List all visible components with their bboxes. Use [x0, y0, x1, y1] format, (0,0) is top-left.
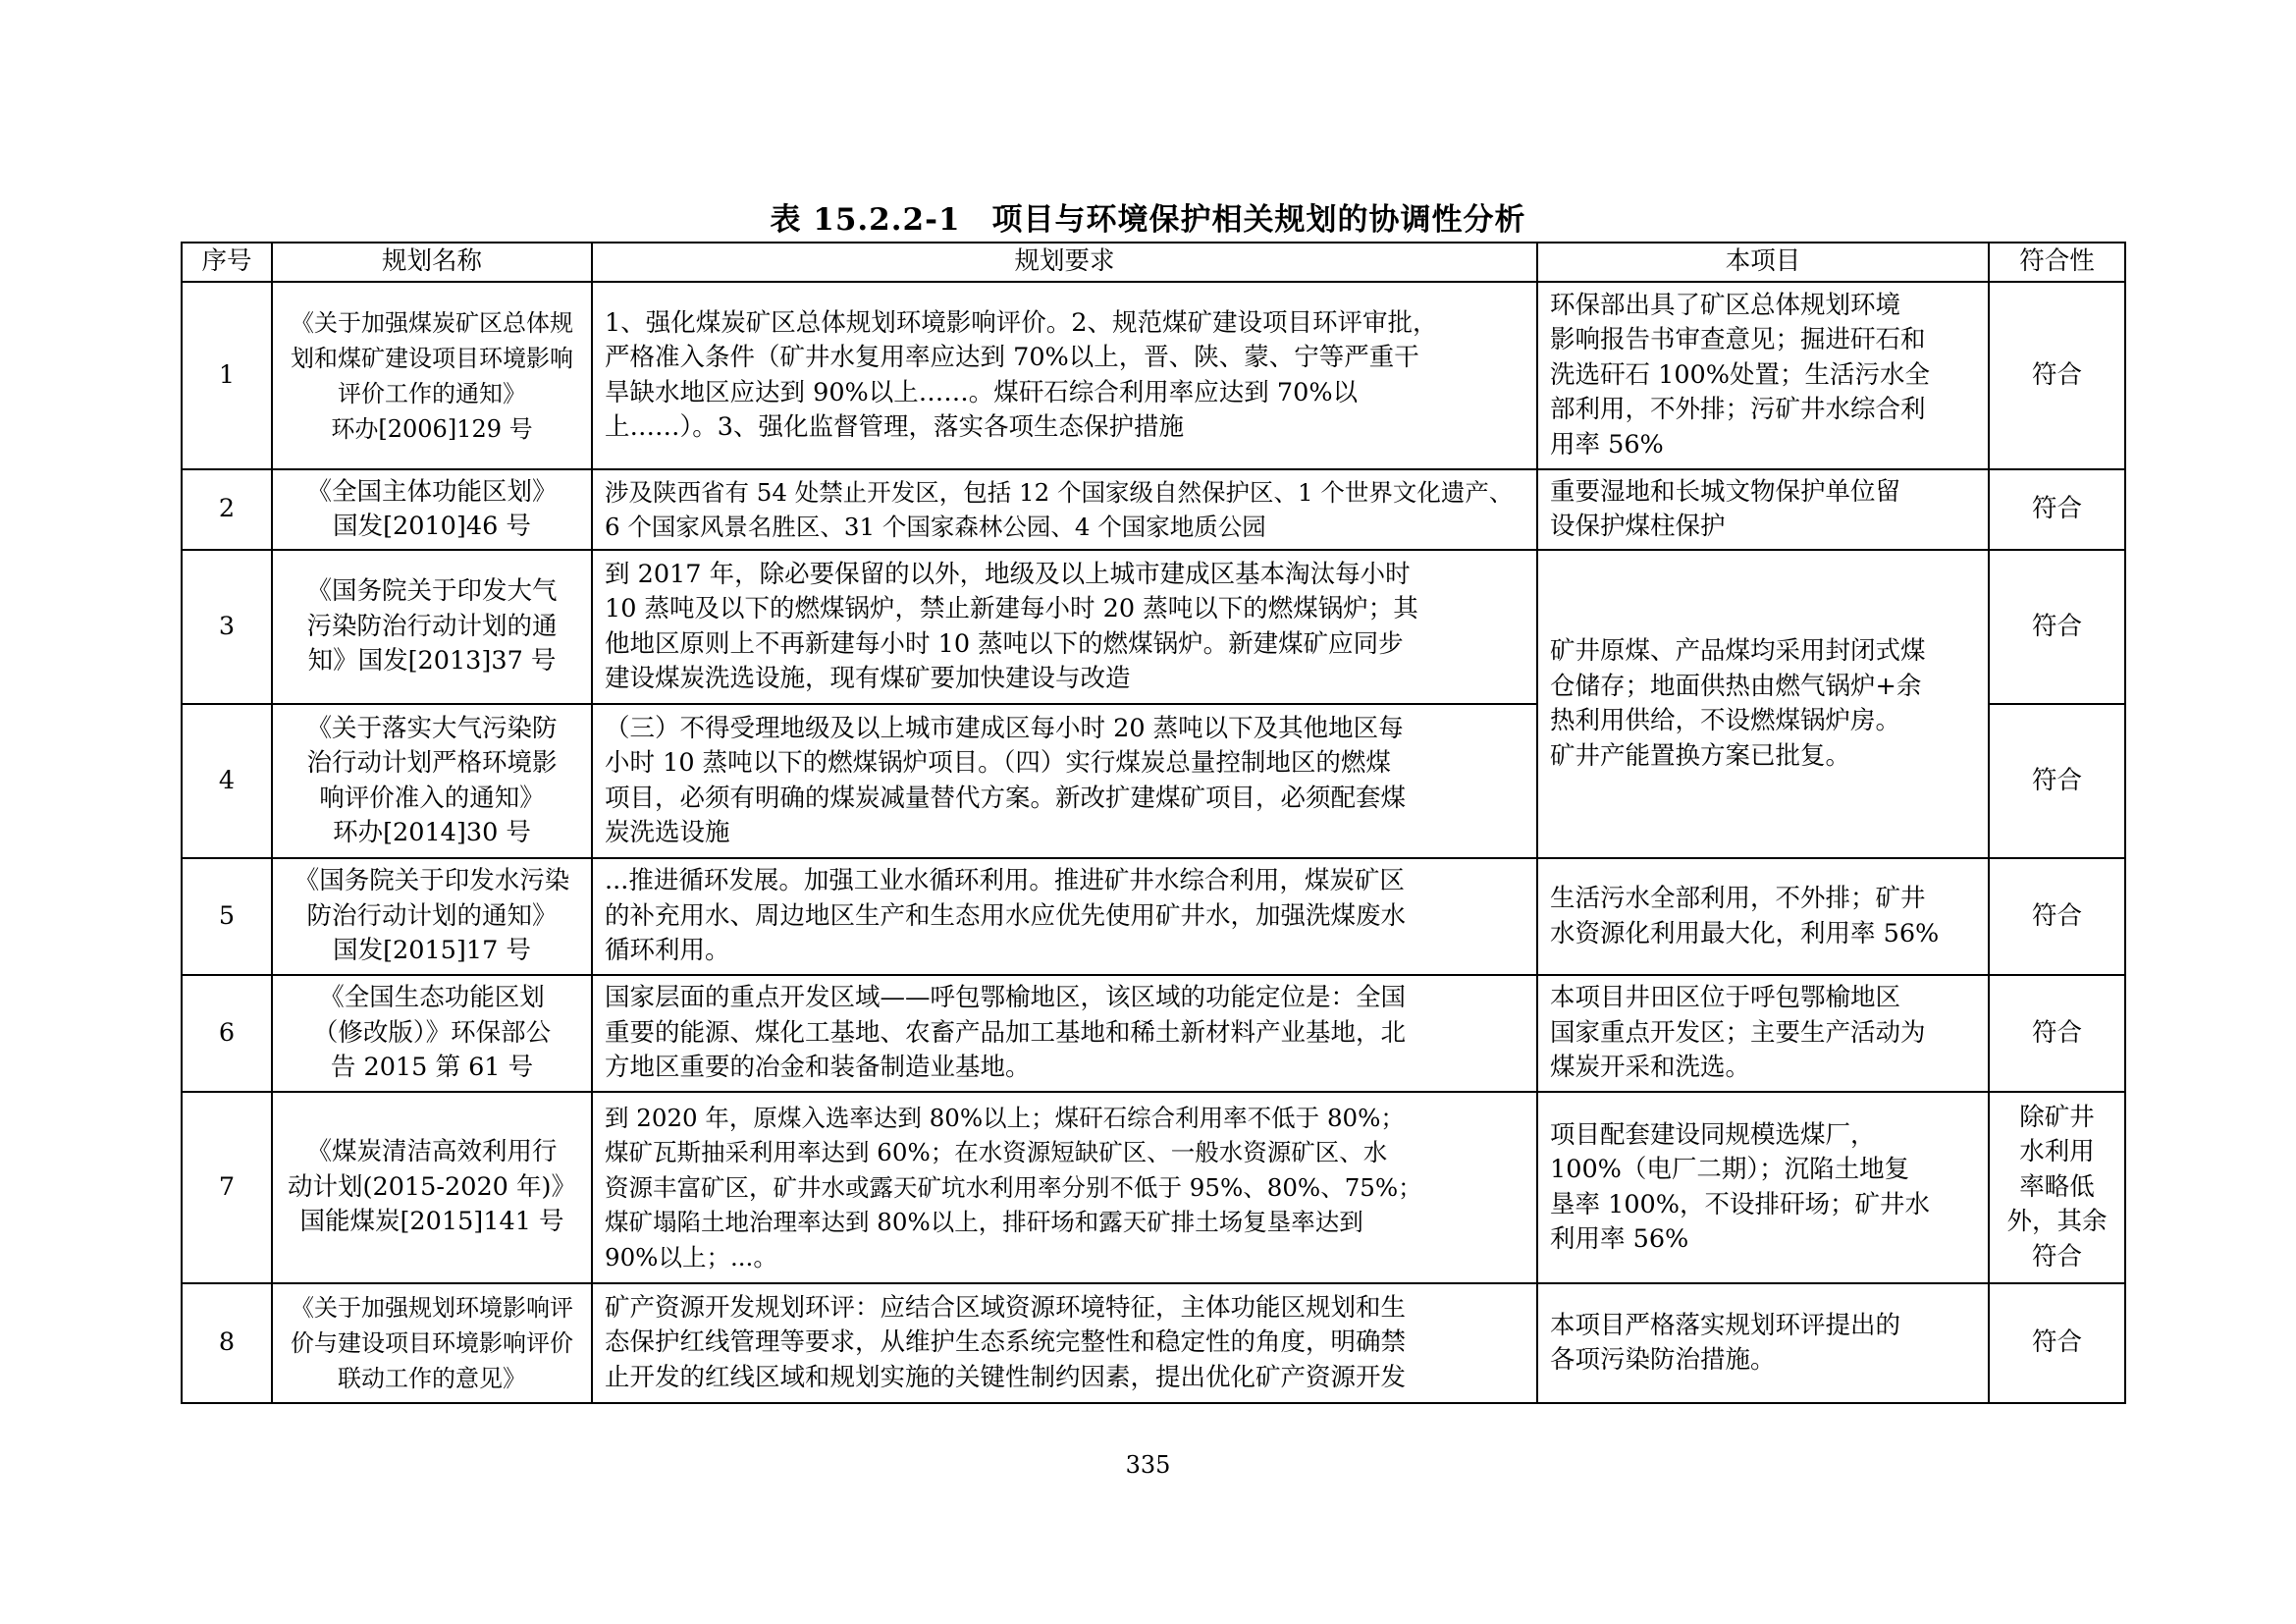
compliance: 符合: [1989, 704, 2125, 858]
header-plan-requirement: 规划要求: [592, 243, 1537, 282]
header-plan-name: 规划名称: [272, 243, 592, 282]
row-no: 4: [182, 704, 272, 858]
compliance: 除矿井 水利用 率略低 外，其余 符合: [1989, 1092, 2125, 1283]
row-no: 8: [182, 1283, 272, 1403]
plan-name: 《全国主体功能区划》 国发[2010]46 号: [272, 469, 592, 550]
plan-name: 《国务院关于印发水污染 防治行动计划的通知》 国发[2015]17 号: [272, 858, 592, 975]
plan-name: 《国务院关于印发大气 污染防治行动计划的通 知》国发[2013]37 号: [272, 550, 592, 704]
page-title: 表 15.2.2-1 项目与环境保护相关规划的协调性分析: [770, 202, 1526, 238]
plan-name: 《全国生态功能区划 （修改版）》环保部公 告 2015 第 61 号: [272, 975, 592, 1092]
table-row: [182, 1283, 2125, 1403]
plan-requirement: ...推进循环发展。加强工业水循环利用。推进矿井水综合利用，煤炭矿区 的补充用水、周边地区生产和生态用水应优先使用矿井水，加强洗煤废水 循环利用。: [592, 858, 1537, 975]
row-no: 1: [182, 282, 272, 469]
plan-requirement: 国家层面的重点开发区域——呼包鄂榆地区，该区域的功能定位是：全国 重要的能源、煤化工基地、农畜产品加工基地和稀土新材料产业基地，北 方地区重要的冶金和装备制造业基地。: [592, 975, 1537, 1092]
compliance: 符合: [1989, 1283, 2125, 1403]
table-row: [182, 975, 2125, 1092]
table-row: [182, 469, 2125, 550]
row-no: 2: [182, 469, 272, 550]
page-number: 335: [1125, 1451, 1171, 1479]
project-measures: 生活污水全部利用，不外排；矿井 水资源化利用最大化，利用率 56%: [1537, 858, 1989, 975]
project-measures: 本项目严格落实规划环评提出的 各项污染防治措施。: [1537, 1283, 1989, 1403]
plan-name: 《关于加强煤炭矿区总体规 划和煤矿建设项目环境影响 评价工作的通知》 环办[2006]129 号: [272, 282, 592, 469]
row-no: 3: [182, 550, 272, 704]
project-measures: 环保部出具了矿区总体规划环境 影响报告书审查意见；掘进矸石和 洗选矸石 100%处置；生活污水全 部利用，不外排；污矿井水综合利 用率 56%: [1537, 282, 1989, 469]
table-row: [182, 282, 2125, 469]
project-measures-merged: 矿井原煤、产品煤均采用封闭式煤 仓储存；地面供热由燃气锅炉+余 热利用供给，不设燃煤锅炉房。 矿井产能置换方案已批复。: [1537, 550, 1989, 858]
plan-requirement: 涉及陕西省有 54 处禁止开发区，包括 12 个国家级自然保护区、1 个世界文化遗产、 6 个国家风景名胜区、31 个国家森林公园、4 个国家地质公园: [592, 469, 1537, 550]
table-row: [182, 858, 2125, 975]
header-no: 序号: [182, 243, 272, 282]
compliance: 符合: [1989, 858, 2125, 975]
table-row: [182, 550, 2125, 704]
compliance: 符合: [1989, 469, 2125, 550]
plan-name: 《关于落实大气污染防 治行动计划严格环境影 响评价准入的通知》 环办[2014]30 号: [272, 704, 592, 858]
plan-requirement: 矿产资源开发规划环评：应结合区域资源环境特征，主体功能区规划和生 态保护红线管理等要求，从维护生态系统完整性和稳定性的角度，明确禁 止开发的红线区域和规划实施的关键性制约因素，提出优化矿产资源开发: [592, 1283, 1537, 1403]
plan-name: 《煤炭清洁高效利用行 动计划(2015-2020 年)》 国能煤炭[2015]141 号: [272, 1092, 592, 1283]
project-measures: 重要湿地和长城文物保护单位留 设保护煤柱保护: [1537, 469, 1989, 550]
table-header-row: [182, 243, 2125, 282]
plan-requirement: 到 2020 年，原煤入选率达到 80%以上；煤矸石综合利用率不低于 80%； 煤矿瓦斯抽采利用率达到 60%；在水资源短缺矿区、一般水资源矿区、水 资源丰富矿区，矿井水或露天矿坑水利用率分别不低于 95%、80%、75%； 煤矿塌陷土地治理率达到 80%以上，排矸场和露天矿排土场复垦率达到 90%以上；...。: [592, 1092, 1537, 1283]
plan-requirement: 到 2017 年，除必要保留的以外，地级及以上城市建成区基本淘汰每小时 10 蒸吨及以下的燃煤锅炉，禁止新建每小时 20 蒸吨以下的燃煤锅炉；其 他地区原则上不再新建每小时 10 蒸吨以下的燃煤锅炉。新建煤矿应同步 建设煤炭洗选设施，现有煤矿要加快建设与改造: [592, 550, 1537, 704]
plan-name: 《关于加强规划环境影响评 价与建设项目环境影响评价 联动工作的意见》: [272, 1283, 592, 1403]
planning-compliance-table: [181, 242, 2126, 1404]
row-no: 7: [182, 1092, 272, 1283]
header-this-project: 本项目: [1537, 243, 1989, 282]
compliance: 符合: [1989, 550, 2125, 704]
plan-requirement: （三）不得受理地级及以上城市建成区每小时 20 蒸吨以下及其他地区每 小时 10 蒸吨以下的燃煤锅炉项目。（四）实行煤炭总量控制地区的燃煤 项目，必须有明确的煤炭减量替代方案。新改扩建煤矿项目，必须配套煤 炭洗选设施: [592, 704, 1537, 858]
row-no: 5: [182, 858, 272, 975]
table-row: [182, 1092, 2125, 1283]
compliance: 符合: [1989, 975, 2125, 1092]
row-no: 6: [182, 975, 272, 1092]
header-compliance: 符合性: [1989, 243, 2125, 282]
project-measures: 项目配套建设同规模选煤厂， 100%（电厂二期）；沉陷土地复 垦率 100%，不设排矸场；矿井水 利用率 56%: [1537, 1092, 1989, 1283]
plan-requirement: 1、强化煤炭矿区总体规划环境影响评价。2、规范煤矿建设项目环评审批， 严格准入条件（矿井水复用率应达到 70%以上，晋、陕、蒙、宁等严重干 旱缺水地区应达到 90%以上……。煤矸石综合利用率应达到 70%以 上……）。3、强化监督管理，落实各项生态保护措施: [592, 282, 1537, 469]
project-measures: 本项目井田区位于呼包鄂榆地区 国家重点开发区；主要生产活动为 煤炭开采和洗选。: [1537, 975, 1989, 1092]
compliance: 符合: [1989, 282, 2125, 469]
